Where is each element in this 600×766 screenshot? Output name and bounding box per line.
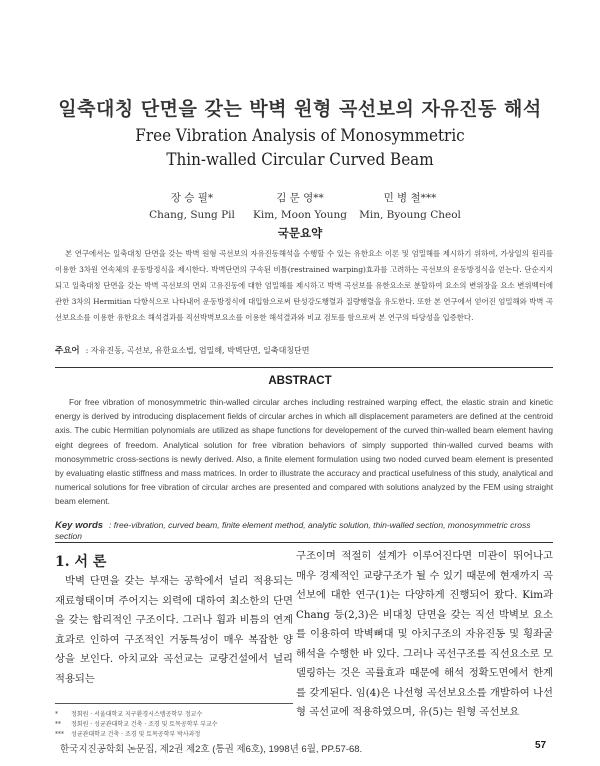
author-2-korean: 김 문 영** bbox=[276, 192, 324, 204]
footnotes bbox=[55, 710, 295, 740]
footnote-2 bbox=[55, 720, 295, 730]
footnote-3-mark: *** bbox=[55, 731, 64, 738]
footnote-2-text: 정회원 · 성균관대학교 건축 · 조경 및 토목공학부 부교수 bbox=[71, 721, 218, 728]
english-keywords-text: : free-vibration, curved beam, finite element method, analytic solution, thin-walled section, monosymmetric cross section bbox=[55, 520, 531, 541]
footnote-1-text: 정회원 · 서울대학교 지구환경시스템공학부 정교수 bbox=[71, 711, 203, 718]
english-title-line2: Thin-walled Circular Curved Beam bbox=[166, 150, 434, 169]
author-2-english: Kim, Moon Young bbox=[253, 209, 347, 221]
korean-keywords bbox=[55, 344, 310, 356]
english-abstract-heading: ABSTRACT bbox=[268, 375, 332, 387]
korean-abstract: 본 연구에서는 일축대칭 단면을 갖는 박벽 원형 곡선보의 자유진동해석을 수행할 수 있는 유한요소 이론 및 엄밀해를 제시하기 위하여, 가상일의 원리를 이용한 3차원 연속체의 운동방정식을 제시한다. 박벽단면의 구속된 비틈(restrained warping)효과를 고려하는 곡선보의 운동방정식을 얻는다. 단순지지되고 일축대칭 단면을 갖는 박벽 곡선보의 면외 고유진동에 대한 엄밀해를 제시하고 박벽 곡선보를 유한요소로 분할하여 요소의 변위장을 요소 변위벡터에 관한 3차의 Hermitian 다항식으로 나타내어 운동방정식에 대입함으로써 탄성강도행렬과 질량행렬을 유도한다. 또한 본 연구에서 얻어진 엄밀해와 박벽 곡선보요소를 이용한 유한요소 해석결과를 직선박벽보요소를 이용한 해석결과와 비교 검토를 함으로써 본 연구의 타당성을 입증한다. bbox=[55, 249, 553, 322]
intro-right-column: 구조이며 적절히 설계가 이루어진다면 미관이 뛰어나고 매우 경제적인 교량구조가 될 수 있기 때문에 현재까지 곡선보에 대한 연구(1)는 다양하게 진행되어 왔다. Kim과 Chang 등(2,3)은 비대칭 단면을 갖는 직선 박벽보 요소를 이용하여 박벽뼈대 및 아치구조의 자유진동 및 횡좌굴해석을 수행한 바 있다. 그러나 곡선구조를 직선요소로 모델링하는 것은 곡률효과 때문에 해석 정확도면에서 한계를 갖게된다. 임(4)은 나선형 곡선보요소를 개발하여 나선형 곡선교에 적용하였으며, 유(5)는 원형 곡선보요 bbox=[296, 550, 553, 718]
divider-top bbox=[55, 367, 553, 368]
footnote-2-mark: ** bbox=[55, 721, 61, 728]
author-3-korean: 민 병 철*** bbox=[383, 192, 437, 204]
footnote-divider bbox=[55, 703, 293, 704]
page-number: 57 bbox=[535, 740, 547, 751]
intro-left-column: 박벽 단면을 갖는 부재는 공학에서 널리 적용되는 재료형태이며 주어지는 외력에 대하여 최소한의 단면을 갖는 합리적인 구조이다. 그러나 휨과 비틈의 연계효과로 인하여 구조적인 거동특성이 매우 복잡한 양상을 보인다. 아치교와 곡선교는 교량건설에서 널리 적용되는 bbox=[55, 575, 293, 685]
footnote-1 bbox=[55, 710, 295, 720]
author-1-korean: 장 승 필* bbox=[170, 192, 214, 204]
author-2 bbox=[240, 190, 360, 224]
korean-abstract-heading: 국문요약 bbox=[277, 228, 323, 240]
divider-bottom bbox=[55, 542, 553, 543]
korean-title: 일축대칭 단면을 갖는 박벽 원형 곡선보의 자유진동 해석 bbox=[58, 98, 542, 120]
english-keywords bbox=[55, 520, 553, 542]
author-1-english: Chang, Sung Pil bbox=[149, 209, 235, 221]
korean-keywords-label: 주요어 bbox=[55, 346, 80, 356]
author-3 bbox=[350, 190, 470, 224]
footnote-1-mark: * bbox=[55, 711, 58, 718]
korean-keywords-text: : 자유진동, 곡선보, 유한요소법, 엄밀해, 박벽단면, 일축대칭단면 bbox=[85, 346, 310, 355]
english-abstract: For free vibration of monosymmetric thin-walled circular arches including restrained warping effect, the elastic strain and kinetic energy is derived by introducing displacement fields of circular arches in which all displacement parameters are defined at the centroid axis. The cubic Hermitian polynomials are utilized as shape functions for developement of the curved thin-walled beam element having eight degrees of freedom. Analytical solution for free vibration behaviors of simply supported thin-walled curved beams with monosymmetric cross-sections is newly derived. Also, a finite element formulation using two noded curved beam element is presented by evaluating elastic stiffness and mass matrices. In order to illustrate the accuracy and practical usefulness of this study, analytical and numerical solutions for free vibration of circular arches are presented and compared with solutions analyzed by the FEM using straight beam element. bbox=[55, 397, 553, 507]
journal-footer: 한국지진공학회 논문집, 제2권 제2호 (통권 제6호), 1998년 6월, PP.57-68. bbox=[60, 744, 363, 755]
footnote-3-text: 성균관대학교 건축 · 조경 및 토목공학부 박사과정 bbox=[71, 731, 201, 738]
english-keywords-label: Key words bbox=[55, 520, 104, 531]
author-1 bbox=[137, 190, 247, 224]
author-3-english: Min, Byoung Cheol bbox=[359, 209, 461, 221]
section-heading-introduction: 1. 서 론 bbox=[55, 554, 107, 570]
footnote-3 bbox=[55, 730, 295, 740]
english-title-line1: Free Vibration Analysis of Monosymmetric bbox=[135, 126, 465, 145]
